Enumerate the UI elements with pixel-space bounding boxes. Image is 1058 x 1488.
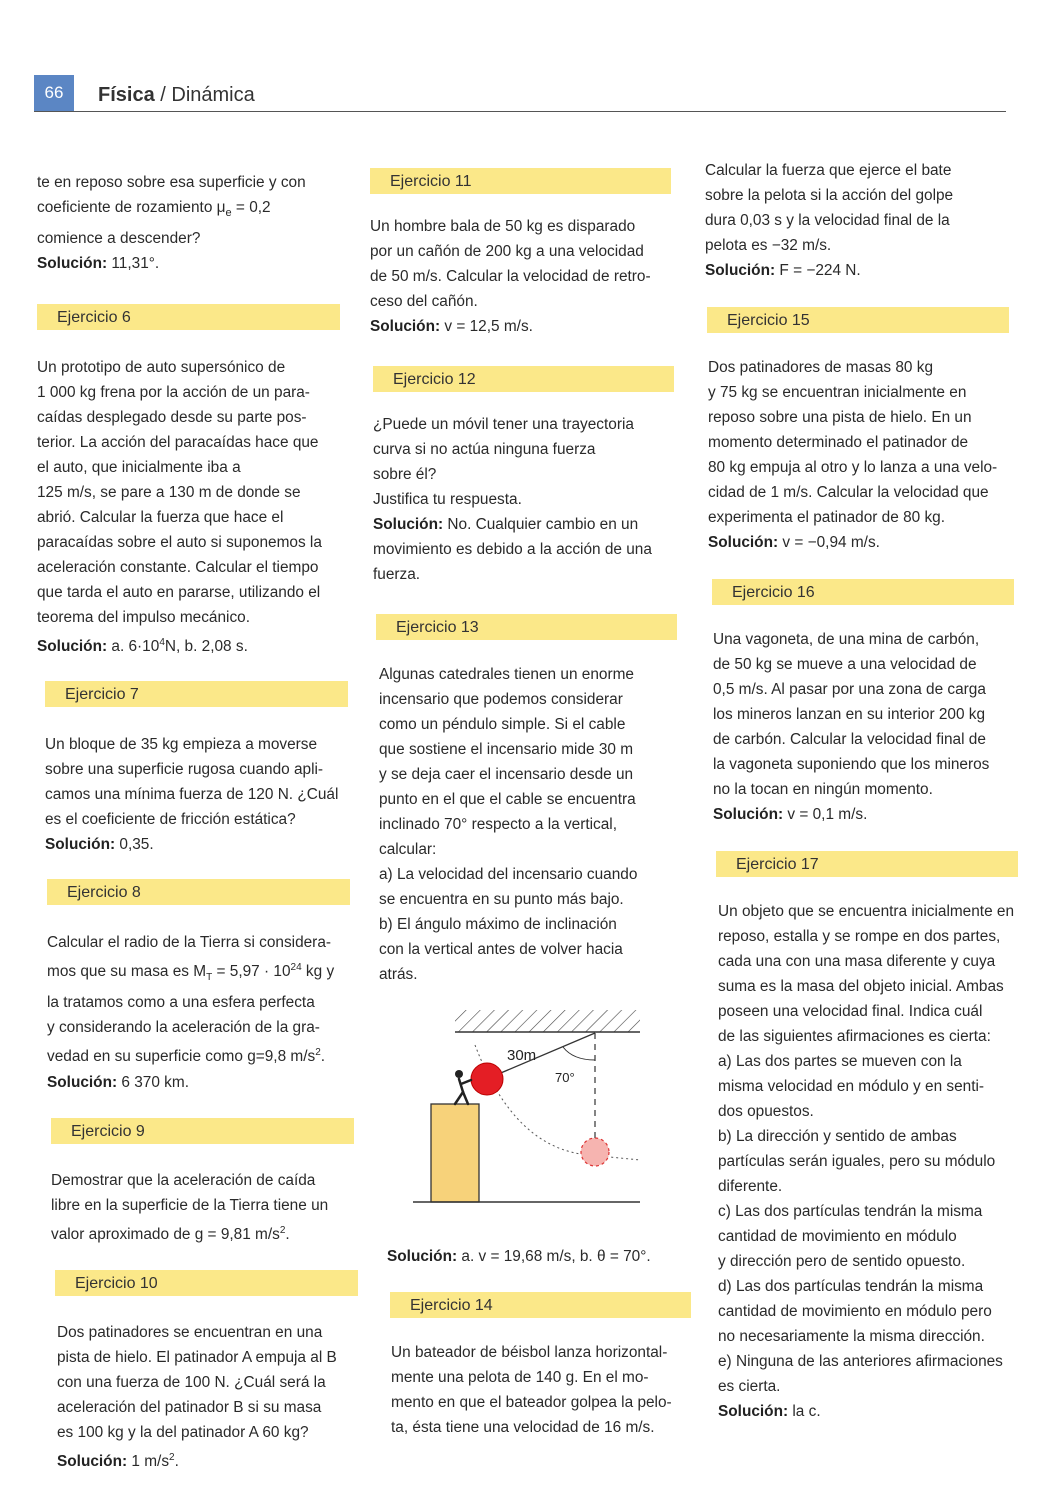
exercise-body [391,1340,687,1440]
pendulum-diagram [405,1000,650,1210]
text-line: Demostrar que la aceleración de caída [51,1171,316,1189]
angle-arc [563,1047,595,1060]
text-line: a) Las dos partes se mueven con la [718,1053,962,1070]
solution: Solución: v = −0,94 m/s. [708,534,880,551]
text-line: y dirección pero de sentido opuesto. [718,1253,966,1270]
text-line: b) La dirección y sentido de ambas [718,1128,957,1145]
text-line: e) Ninguna de las anteriores afirmaciones [718,1353,1003,1370]
solution: Solución: 1 $m/s^2$. [57,1451,179,1470]
text-line: partículas serán iguales, pero su módulo [718,1153,996,1170]
text-line: misma velocidad en módulo y en senti- [718,1078,985,1095]
text-line: es 100 kg y la del patinador A 60 kg? [57,1423,309,1441]
solution: Solución: 11,31°. [37,255,160,273]
text-line: reposo sobre una pista de hielo. En un [708,409,972,426]
incense-ball-lowest [581,1138,609,1166]
column-2 [370,168,682,987]
text-line: la vagoneta suponiendo que los mineros [713,756,990,773]
text-line: Un bloque de 35 kg empieza a moverse [45,736,318,754]
text-line: cidad de 1 m/s. Calcular la velocidad que [708,484,989,501]
text-line: Un objeto que se encuentra inicialmente en [718,903,1015,920]
text-line: terior. La acción del paracaídas hace que [37,434,319,452]
text-line: reposo, estalla y se rompe en dos partes, [718,928,1001,945]
solution: Solución: a. v = 19,68 m/s, b. θ = 70°. [387,1248,651,1265]
text-line: cantidad de movimiento en módulo pero [718,1303,992,1320]
solution: Solución: a. $6\cdot 10^4N$, b. 2,08 s. [37,637,248,656]
text-line: Un hombre bala de 50 kg es disparado [370,218,636,235]
text-line: ta, ésta tiene una velocidad de 16 m/s. [391,1419,655,1436]
text-line: cada una con una masa diferente y cuya [718,953,996,970]
text-line: aceleración del patinador B si su masa [57,1398,322,1416]
text-line: Dos patinadores se encuentran en una [57,1323,323,1341]
text-line: de las siguientes afirmaciones es cierta: [718,1028,991,1045]
text-line: los mineros lanzan en su interior 200 kg [713,706,986,723]
cable-line [489,1033,595,1078]
exercise-header: Ejercicio 10 [55,1270,358,1296]
angle-label: 70° [555,1070,575,1085]
cable-length-label: 30m [507,1047,537,1064]
text-line: por un cañón de 200 kg a una velocidad [370,243,644,260]
exercise-header: Ejercicio 13 [376,614,677,640]
text-line: punto en el que el cable se encuentra [379,791,636,808]
trajectory-path [475,1045,640,1160]
exercise-header: Ejercicio 12 [373,366,674,392]
solution: Solución: la c. [718,1403,821,1420]
text-line: que tarda el auto en pararse, utilizando el [37,584,321,602]
text-line: sobre él? [373,466,437,483]
pedestal [431,1104,479,1202]
solution: Solución: F = −224 N. [705,262,861,279]
text-line: libre en la superficie de la Tierra tiene un [51,1196,329,1214]
column-2-lower [387,1244,687,1440]
page-number: 66 [34,75,74,111]
text-line: que sostiene el incensario mide 30 m [379,741,634,758]
solution: Solución: 0,35. [45,836,154,854]
text-line: momento determinado el patinador de [708,434,969,451]
text-line: Algunas catedrales tienen un enorme [379,666,634,683]
text-line: teorema del impulso mecánico. [37,609,251,627]
text-line: 0,5 m/s. Al pasar por una zona de carga [713,681,986,698]
exercise-header: Ejercicio 16 [712,579,1014,605]
solution: Solución: 6 370 km. [47,1073,189,1091]
text-line: poseen una velocidad final. Indica cuál [718,1003,983,1020]
text-line: comience a descender? [37,230,201,248]
text-line: es el coeficiente de fricción estática? [45,811,296,829]
text-line: mos que su masa es $M_T = 5,97 \cdot 10^{24}$ kg y [47,962,335,984]
solution: Solución: v = 0,1 m/s. [713,806,868,823]
text-line: Dos patinadores de masas 80 kg [708,359,934,376]
solution: Solución: No. Cualquier cambio en un [373,516,639,533]
exercise-header: Ejercicio 15 [707,307,1009,333]
text-line: Calcular la fuerza que ejerce el bate [705,162,952,179]
person-figure [455,1070,471,1104]
exercise-body [373,412,682,587]
text-line: abrió. Calcular la fuerza que hace el [37,509,284,527]
text-line: vedad en su superficie como g=9,8 $m/s^2$. [47,1047,326,1066]
text-line: calcular: [379,841,437,858]
text-line: Una vagoneta, de una mina de carbón, [713,631,980,648]
text-line: sobre una superficie rugosa cuando apli- [45,761,324,779]
text-line: es cierta. [718,1378,781,1395]
text-line: paracaídas sobre el auto si suponemos la [37,534,322,552]
text-line: suma es la masa del objeto inicial. Ambas [718,978,1004,995]
exercise-body [379,662,682,987]
text-line: y se deja caer el incensario desde un [379,766,634,783]
text-line: 125 m/s, se pare a 130 m de donde se [37,484,301,502]
exercise-header: Ejercicio 7 [45,681,348,707]
text-line: Un bateador de béisbol lanza horizontal- [391,1344,668,1361]
text-line: caídas desplegado desde su parte pos- [37,409,307,427]
text-line: a) La velocidad del incensario cuando [379,866,638,883]
text-line: fuerza. [373,566,421,583]
text-line: experimenta el patinador de 80 kg. [708,509,945,526]
text-line: inclinado 70° respecto a la vertical, [379,816,617,833]
text-line: con una fuerza de 100 N. ¿Cuál será la [57,1373,326,1391]
text-line: no necesariamente la misma dirección. [718,1328,985,1345]
text-line: como un péndulo simple. Si el cable [379,716,626,733]
text-line: aceleración constante. Calcular el tiempo [37,559,319,577]
topic-label: Dinámica [171,84,255,106]
text-line: cantidad de movimiento en módulo [718,1228,957,1245]
page-header-title [98,84,255,107]
text-line: de 50 kg se mueve a una velocidad de [713,656,977,673]
header-divider [34,111,1006,112]
text-line: camos una mínima fuerza de 120 N. ¿Cuál [45,786,339,804]
exercise-header: Ejercicio 14 [390,1292,691,1318]
solution: Solución: v = 12,5 m/s. [370,318,533,335]
exercise-body [718,899,1035,1424]
text-line: sobre la pelota si la acción del golpe [705,187,954,204]
text-line: curva si no actúa ninguna fuerza [373,441,596,458]
exercise-body [708,355,1035,555]
text-line: se encuentra en su punto más bajo. [379,891,624,908]
exercise-body [45,732,347,857]
text-line: Justifica tu respuesta. [373,491,522,508]
text-line: con la vertical antes de volver hacia [379,941,623,958]
text-line: atrás. [379,966,418,983]
column-1 [37,170,347,1474]
text-line: ¿Puede un móvil tener una trayectoria [373,416,634,433]
exercise-body [47,930,347,1094]
text-line: 80 kg empuja al otro y lo lanza a una velo- [708,459,998,476]
text-line: coeficiente de rozamiento $\mu_e = 0,2$ [37,199,271,220]
text-line: Un prototipo de auto supersónico de [37,359,286,377]
text-line: dura 0,03 s y la velocidad final de la [705,212,950,229]
text-line: pelota es −32 m/s. [705,237,832,254]
exercise-body [37,355,347,659]
text-line: de carbón. Calcular la velocidad final de [713,731,986,748]
ceiling-hatch [455,1010,640,1032]
text-line: te en reposo sobre esa superficie y con [37,174,306,191]
text-line: pista de hielo. El patinador A empuja al B [57,1348,337,1366]
text-line: incensario que podemos considerar [379,691,623,708]
text-line: diferente. [718,1178,783,1195]
exercise-header: Ejercicio 11 [370,168,671,194]
text-line: dos opuestos. [718,1103,814,1120]
column-3 [705,158,1035,1424]
text-line: c) Las dos partículas tendrán la misma [718,1203,983,1220]
header-separator: / [154,84,172,106]
text-line: mente una pelota de 140 g. En el mo- [391,1369,649,1386]
text-line: y 75 kg se encuentran inicialmente en [708,384,967,401]
exercise-header: Ejercicio 17 [716,851,1018,877]
text-line: b) El ángulo máximo de inclinación [379,916,617,933]
text-line: ceso del cañón. [370,293,478,310]
text-line: y considerando la aceleración de la gra- [47,1019,320,1037]
exercise-header: Ejercicio 9 [51,1118,354,1144]
text-line: la tratamos como a una esfera perfecta [47,994,315,1012]
exercise-header: Ejercicio 6 [37,304,340,330]
text-line: el auto, que inicialmente iba a [37,459,241,477]
exercise-body [57,1320,347,1474]
text-line: no la tocan en ningún momento. [713,781,933,798]
exercise-body [51,1168,347,1247]
text-line: valor aproximado de g = 9,81 $m/s^2$. [51,1224,290,1243]
exercise-header: Ejercicio 8 [47,879,350,905]
text-line: 1 000 kg frena por la acción de un para- [37,384,310,402]
exercise-body [713,627,1035,827]
exercise-body [370,214,682,339]
text-line: Calcular el radio de la Tierra si considera- [47,934,331,952]
incense-ball [471,1063,503,1095]
subject-label: Física [98,84,155,106]
text-line: mento en que el bateador golpea la pelo- [391,1394,672,1411]
text-line: de 50 m/s. Calcular la velocidad de retro- [370,268,651,285]
text-line: movimiento es debido a la acción de una [373,541,652,558]
text-line: d) Las dos partículas tendrán la misma [718,1278,984,1295]
